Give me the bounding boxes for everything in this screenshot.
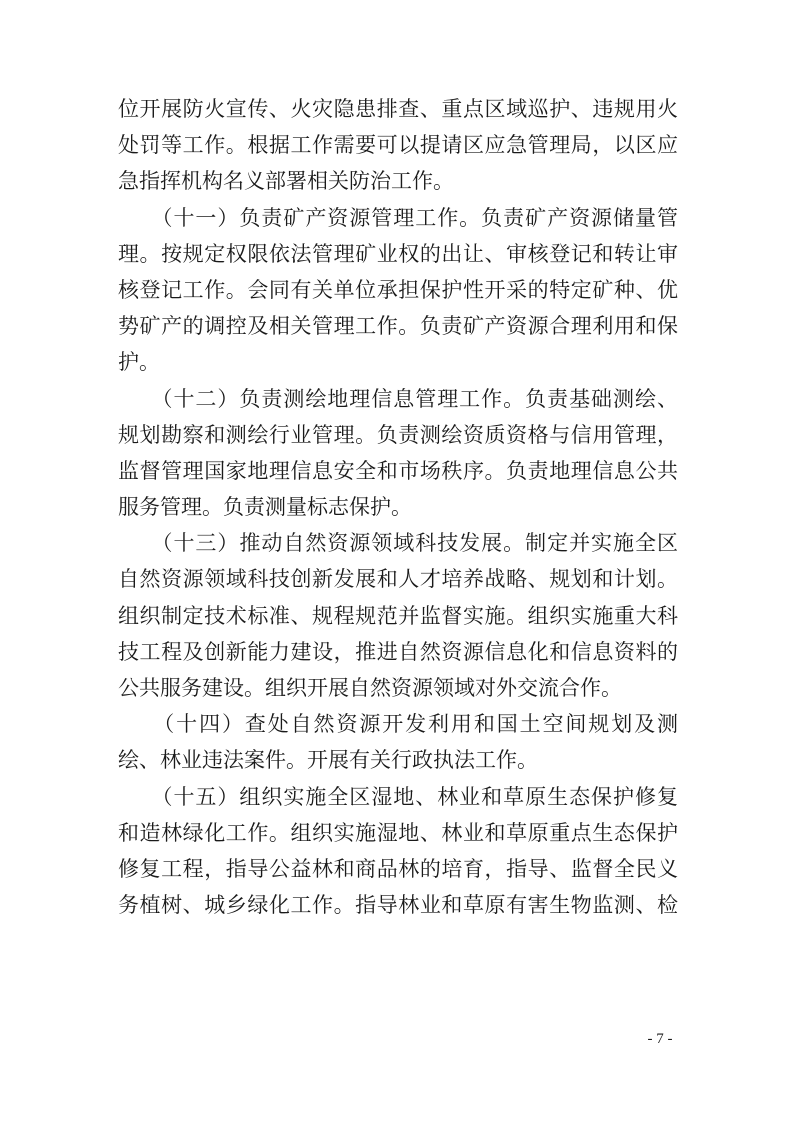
- document-body: [118, 91, 678, 923]
- text-line: 监督管理国家地理信息安全和市场秩序。负责地理信息公共: [118, 458, 678, 483]
- text-line: 组织制定技术标准、规程规范并监督实施。组织实施重大科: [118, 603, 678, 628]
- text-line: 修复工程，指导公益林和商品林的培育，指导、监督全民义: [118, 856, 678, 881]
- text-line: 服务管理。负责测量标志保护。: [118, 495, 412, 520]
- text-line: （十三）推动自然资源领域科技发展。制定并实施全区: [118, 531, 678, 556]
- text-line: 位开展防火宣传、火灾隐患排查、重点区域巡护、违规用火: [118, 97, 678, 121]
- text-line: 规划勘察和测绘行业管理。负责测绘资质资格与信用管理，: [118, 422, 678, 447]
- text-line: （十五）组织实施全区湿地、林业和草原生态保护修复: [118, 784, 678, 809]
- text-line: （十二）负责测绘地理信息管理工作。负责基础测绘、: [118, 386, 678, 411]
- text-line: 处罚等工作。根据工作需要可以提请区应急管理局，以区应: [118, 133, 678, 158]
- text-line: 急指挥机构名义部署相关防治工作。: [118, 169, 454, 194]
- text-line: 核登记工作。会同有关单位承担保护性开采的特定矿种、优: [118, 277, 678, 302]
- text-line: （十四）查处自然资源开发利用和国土空间规划及测: [118, 712, 678, 737]
- text-line: 理。按规定权限依法管理矿业权的出让、审核登记和转让审: [118, 241, 678, 266]
- text-line: 势矿产的调控及相关管理工作。负责矿产资源合理利用和保: [118, 314, 678, 339]
- text-line: 务植树、城乡绿化工作。指导林业和草原有害生物监测、检: [118, 893, 678, 918]
- text-line: 和造林绿化工作。组织实施湿地、林业和草原重点生态保护: [118, 820, 678, 845]
- text-line: 绘、林业违法案件。开展有关行政执法工作。: [118, 748, 538, 773]
- text-line: 公共服务建设。组织开展自然资源领域对外交流合作。: [118, 676, 622, 700]
- text-line: （十一）负责矿产资源管理工作。负责矿产资源储量管: [118, 205, 678, 230]
- text-line: 自然资源领域科技创新发展和人才培养战略、规划和计划。: [118, 567, 678, 592]
- text-line: 护。: [118, 350, 160, 375]
- page-number: - 7 -: [647, 1031, 673, 1047]
- text-line: 技工程及创新能力建设，推进自然资源信息化和信息资料的: [118, 639, 678, 664]
